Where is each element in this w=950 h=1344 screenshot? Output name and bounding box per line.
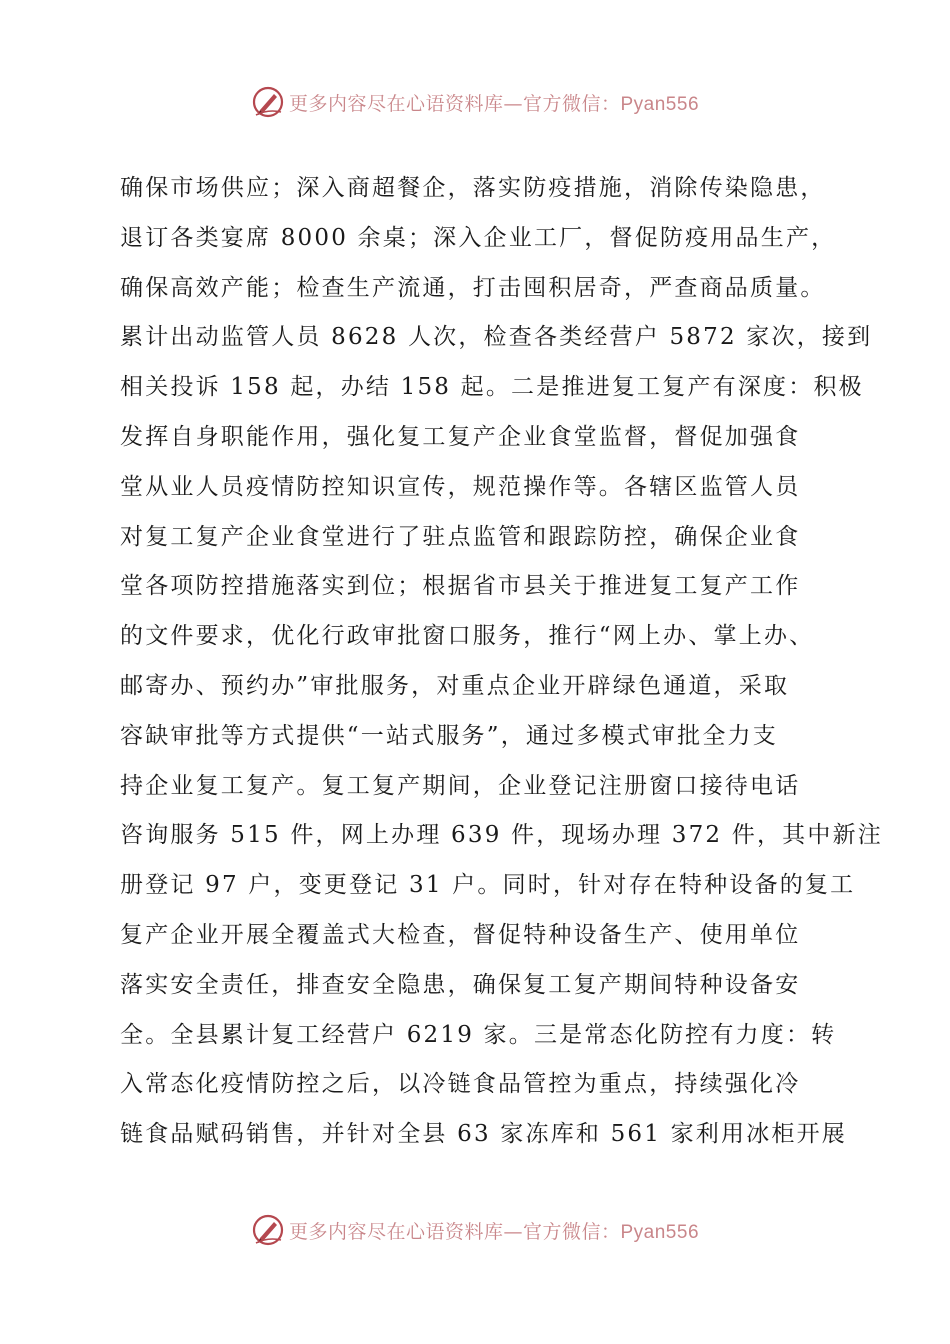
body-line: 容缺审批等方式提供“一站式服务”，通过多模式审批全力支 (120, 722, 778, 749)
body-line: 邮寄办、预约办”审批服务，对重点企业开辟绿色通道，采取 (120, 672, 790, 699)
body-line: 堂从业人员疫情防控知识宣传，规范操作等。各辖区监管人员 (120, 473, 801, 500)
banner-text (289, 1217, 699, 1244)
body-line: 链食品赋码销售，并针对全县 63 家冻库和 561 家利用冰柜开展 (120, 1121, 848, 1148)
banner-wechat-id: Pyan556 (620, 1221, 700, 1243)
body-line: 的文件要求，优化行政审批窗口服务，推行“网上办、掌上办、 (120, 623, 815, 650)
body-line: 复产企业开展全覆盖式大检查，督促特种设备生产、使用单位 (120, 921, 801, 948)
body-line: 发挥自身职能作用，强化复工复产企业食堂监督，督促加强食 (120, 423, 801, 450)
body-line: 确保市场供应；深入商超餐企，落实防疫措施，消除传染隐患， (120, 175, 826, 201)
document-body (120, 164, 883, 1160)
pen-logo-icon (251, 85, 285, 119)
banner-text (289, 89, 699, 116)
body-line: 咨询服务 515 件，网上办理 639 件，现场办理 372 件，其中新注 (120, 822, 883, 849)
pen-logo-icon (251, 1213, 285, 1247)
body-line: 全。全县累计复工经营户 6219 家。三是常态化防控有力度：转 (120, 1021, 837, 1048)
body-line: 落实安全责任，排查安全隐患，确保复工复产期间特种设备安 (120, 971, 801, 998)
body-line: 册登记 97 户，变更登记 31 户。同时，针对存在特种设备的复工 (120, 872, 856, 899)
body-line: 持企业复工复产。复工复产期间，企业登记注册窗口接待电话 (120, 772, 801, 799)
body-line: 相关投诉 158 起，办结 158 起。二是推进复工复产有深度：积极 (120, 374, 864, 401)
body-line: 入常态化疫情防控之后，以冷链食品管控为重点，持续强化冷 (120, 1071, 801, 1098)
body-line: 堂各项防控措施落实到位；根据省市县关于推进复工复产工作 (120, 573, 801, 600)
body-line: 退订各类宴席 8000 余桌；深入企业工厂，督促防疫用品生产， (120, 224, 837, 251)
footer-banner (0, 1210, 950, 1250)
header-banner (0, 82, 950, 122)
banner-slogan: 更多内容尽在心语资料库—官方微信： (288, 92, 621, 115)
banner-slogan: 更多内容尽在心语资料库—官方微信： (288, 1220, 621, 1243)
body-line: 确保高效产能；检查生产流通，打击囤积居奇，严查商品质量。 (120, 274, 826, 301)
body-line: 对复工复产企业食堂进行了驻点监管和跟踪防控，确保企业食 (120, 523, 801, 550)
banner-wechat-id: Pyan556 (620, 93, 700, 115)
body-line: 累计出动监管人员 8628 人次，检查各类经营户 5872 家次，接到 (120, 324, 873, 351)
